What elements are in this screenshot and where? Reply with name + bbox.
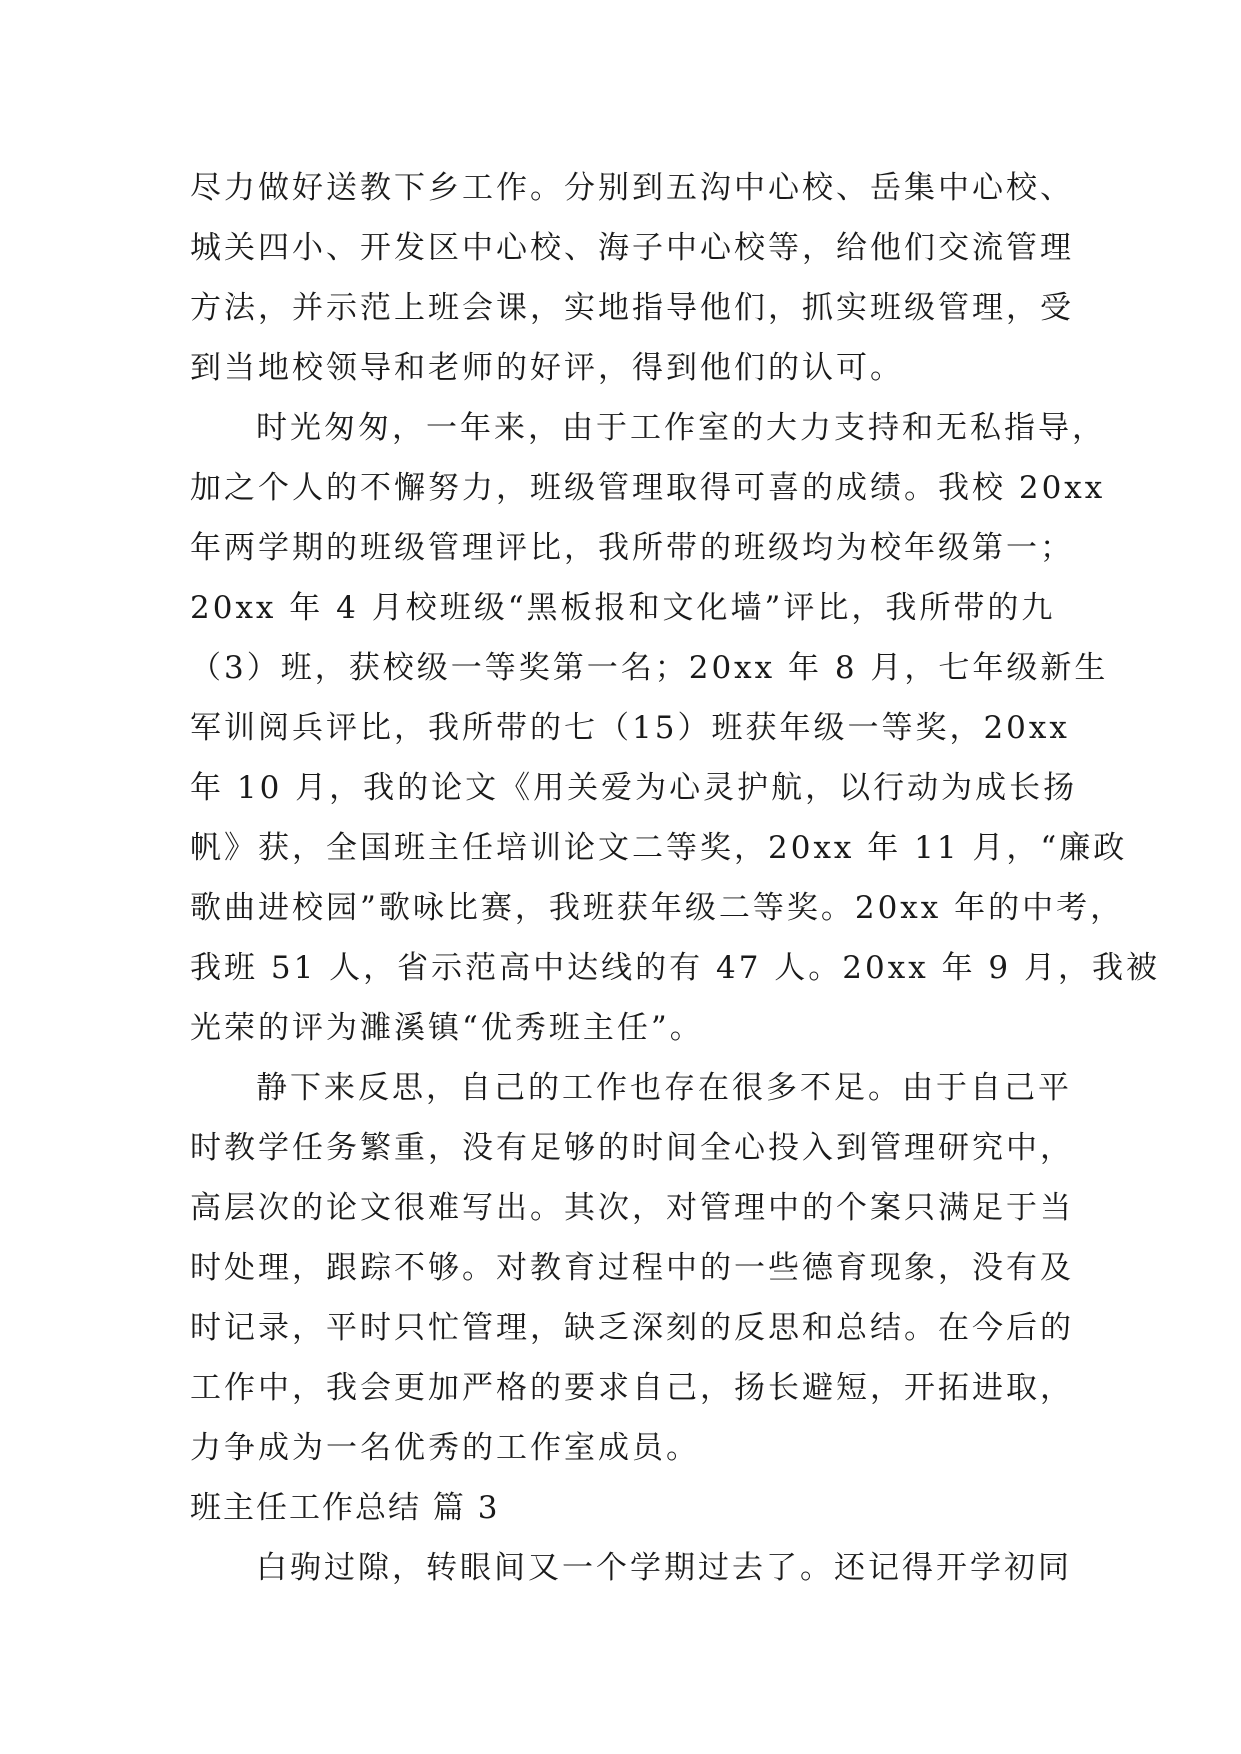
text-line: 方法，并示范上班会课，实地指导他们，抓实班级管理，受 xyxy=(190,290,1074,326)
text-line: 力争成为一名优秀的工作室成员。 xyxy=(190,1430,700,1466)
text-line: 白驹过隙，转眼间又一个学期过去了。还记得开学初同 xyxy=(256,1550,1072,1586)
paragraph-send-teaching xyxy=(190,158,1074,398)
text-line: （3）班，获校级一等奖第一名；20xx 年 8 月，七年级新生 xyxy=(190,650,1109,686)
text-line: 我班 51 人，省示范高中达线的有 47 人。20xx 年 9 月，我被 xyxy=(190,950,1161,986)
text-line: 歌曲进校园”歌咏比赛，我班获年级二等奖。20xx 年的中考， xyxy=(190,890,1125,926)
text-line: 加之个人的不懈努力，班级管理取得可喜的成绩。我校 20xx xyxy=(190,470,1106,506)
text-line: 年两学期的班级管理评比，我所带的班级均为校年级第一； xyxy=(190,530,1074,566)
text-line: 到当地校领导和老师的好评，得到他们的认可。 xyxy=(190,350,904,386)
text-line: 帆》获，全国班主任培训论文二等奖，20xx 年 11 月，“廉政 xyxy=(190,830,1128,866)
text-line: 时处理，跟踪不够。对教育过程中的一些德育现象，没有及 xyxy=(190,1250,1074,1286)
text-line: 军训阅兵评比，我所带的七（15）班获年级一等奖，20xx xyxy=(190,710,1070,746)
text-line: 年 10 月，我的论文《用关爱为心灵护航，以行动为成长扬 xyxy=(190,770,1078,806)
text-line: 20xx 年 4 月校班级“黑板报和文化墙”评比，我所带的九 xyxy=(190,590,1056,626)
paragraph-reflection xyxy=(190,1058,1074,1478)
document-body xyxy=(190,158,1161,1598)
text-line: 静下来反思，自己的工作也存在很多不足。由于自己平 xyxy=(256,1070,1072,1106)
paragraph-opening xyxy=(190,1538,1070,1598)
text-line: 时光匆匆，一年来，由于工作室的大力支持和无私指导， xyxy=(256,410,1106,446)
text-line: 尽力做好送教下乡工作。分别到五沟中心校、岳集中心校、 xyxy=(190,170,1074,206)
text-line: 高层次的论文很难写出。其次，对管理中的个案只满足于当 xyxy=(190,1190,1074,1226)
text-line: 光荣的评为濉溪镇“优秀班主任”。 xyxy=(190,1010,704,1046)
text-line: 时记录，平时只忙管理，缺乏深刻的反思和总结。在今后的 xyxy=(190,1310,1074,1346)
paragraph-achievements xyxy=(190,398,1161,1058)
section-heading: 班主任工作总结 篇 3 xyxy=(190,1490,500,1526)
text-line: 城关四小、开发区中心校、海子中心校等，给他们交流管理 xyxy=(190,230,1074,266)
text-line: 时教学任务繁重，没有足够的时间全心投入到管理研究中， xyxy=(190,1130,1074,1166)
text-line: 工作中，我会更加严格的要求自己，扬长避短，开拓进取， xyxy=(190,1370,1074,1406)
